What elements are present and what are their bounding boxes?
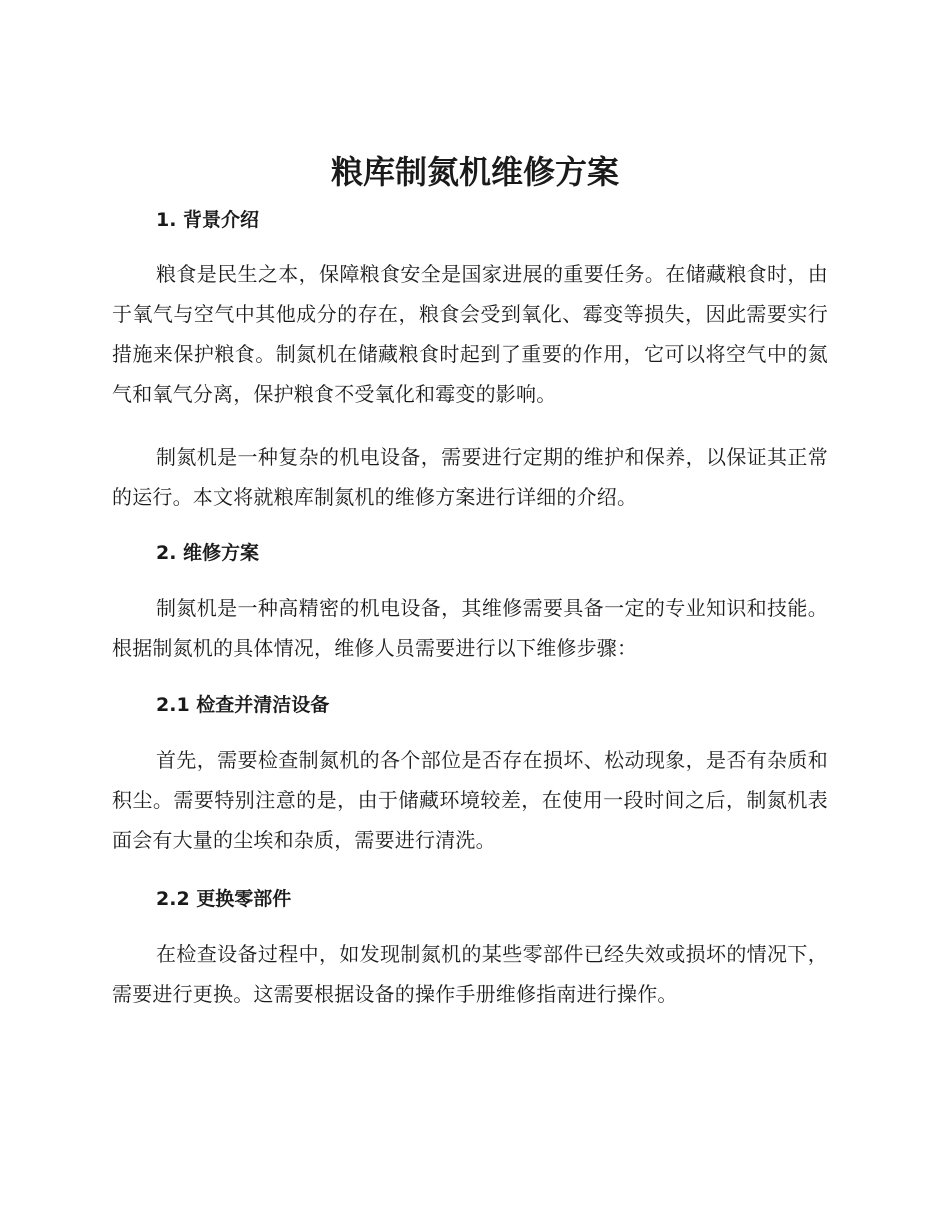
section-heading-inspect-clean: 2.1 检查并清洁设备	[156, 694, 330, 716]
paragraph-inspect-clean: 首先，需要检查制氮机的各个部位是否存在损坏、松动现象，是否有杂质和积尘。需要特别注意的是，由于储藏环境较差，在使用一段时间之后，制氮机表面会有大量的尘埃和杂质，需要进行清洗。	[112, 748, 828, 852]
section-heading-background: 1. 背景介绍	[156, 209, 260, 231]
paragraph-repair-plan: 制氮机是一种高精密的机电设备，其维修需要具备一定的专业知识和技能。根据制氮机的具体情况，维修人员需要进行以下维修步骤：	[112, 596, 828, 660]
paragraph-background-1: 粮食是民生之本，保障粮食安全是国家进展的重要任务。在储藏粮食时，由于氧气与空气中其他成分的存在，粮食会受到氧化、霉变等损失，因此需要实行措施来保护粮食。制氮机在储藏粮食时起到了重要的作用，它可以将空气中的氮气和氧气分离，保护粮食不受氧化和霉变的影响。	[112, 262, 828, 406]
paragraph-background-2: 制氮机是一种复杂的机电设备，需要进行定期的维护和保养，以保证其正常的运行。本文将就粮库制氮机的维修方案进行详细的介绍。	[112, 445, 828, 509]
page-title: 粮库制氮机维修方案	[330, 153, 619, 191]
section-heading-replace-parts: 2.2 更换零部件	[156, 888, 292, 910]
section-heading-repair-plan: 2. 维修方案	[156, 542, 260, 564]
paragraph-replace-parts: 在检查设备过程中，如发现制氮机的某些零部件已经失效或损坏的情况下，需要进行更换。这需要根据设备的操作手册维修指南进行操作。	[112, 942, 828, 1006]
